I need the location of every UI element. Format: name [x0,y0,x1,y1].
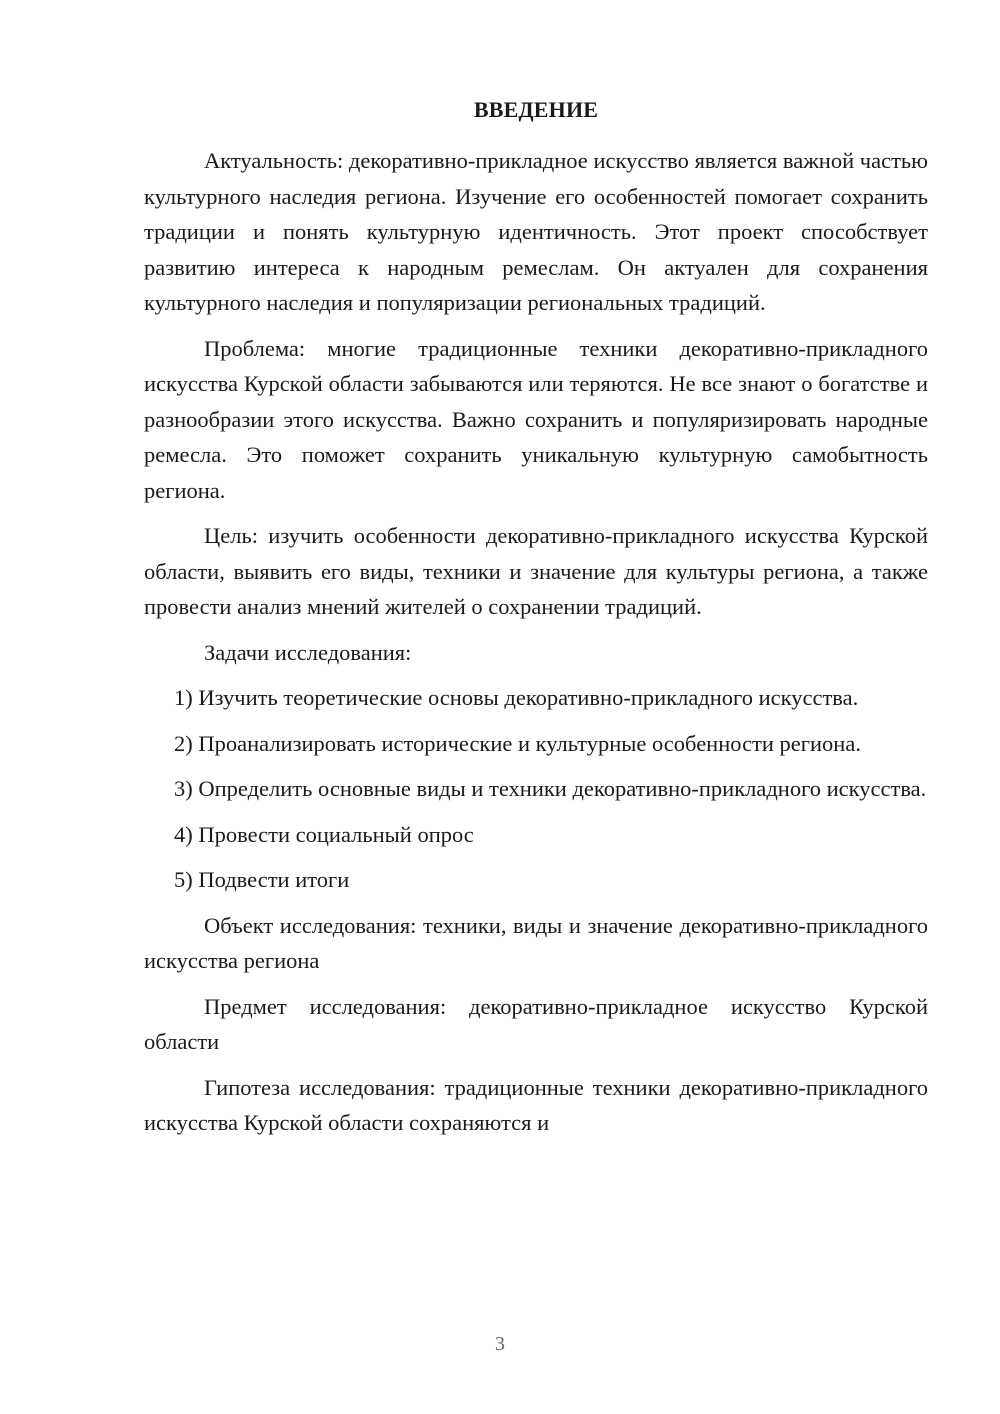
hypothesis-paragraph: Гипотеза исследования: традиционные техники декоративно-прикладного искусства Курской области сохраняются и [144,1074,928,1135]
task-item: 4) Провести социальный опрос [174,821,474,847]
task-item: 2) Проанализировать исторические и культурные особенности региона. [174,730,861,756]
goal-paragraph: Цель: изучить особенности декоративно-прикладного искусства Курской области, выявить его виды, техники и значение для культуры региона, а также провести анализ мнений жителей о сохранении традиций. [144,523,928,619]
task-item: 5) Подвести итоги [174,867,350,892]
task-item: 1) Изучить теоретические основы декоративно-прикладного искусства. [174,685,859,710]
page-number: 3 [495,1333,505,1355]
tasks-heading: Задачи исследования: [204,639,412,665]
section-title: ВВЕДЕНИЕ [473,97,599,122]
problem-paragraph: Проблема: многие традиционные техники декоративно-прикладного искусства Курской области забываются или теряются. Не все знают о богатстве и разнообразии этого искусства. Важно сохранить и популяризировать народные ремесла. Это поможет сохранить уникальную культурную самобытность региона. [144,335,928,503]
task-item: 3) Определить основные виды и техники декоративно-прикладного искусства. [174,776,927,801]
document-page [144,94,928,1151]
subject-paragraph: Предмет исследования: декоративно-прикладное искусство Курской области [144,993,928,1054]
object-paragraph: Объект исследования: техники, виды и значение декоративно-прикладного искусства региона [144,912,928,973]
relevance-paragraph: Актуальность: декоративно-прикладное искусство является важной частью культурного наследия региона. Изучение его особенностей помогает сохранить традиции и понять культурную идентичность. Этот проект способствует развитию интереса к народным ремеслам. Он актуален для сохранения культурного наследия и популяризации региональных традиций. [144,148,928,315]
